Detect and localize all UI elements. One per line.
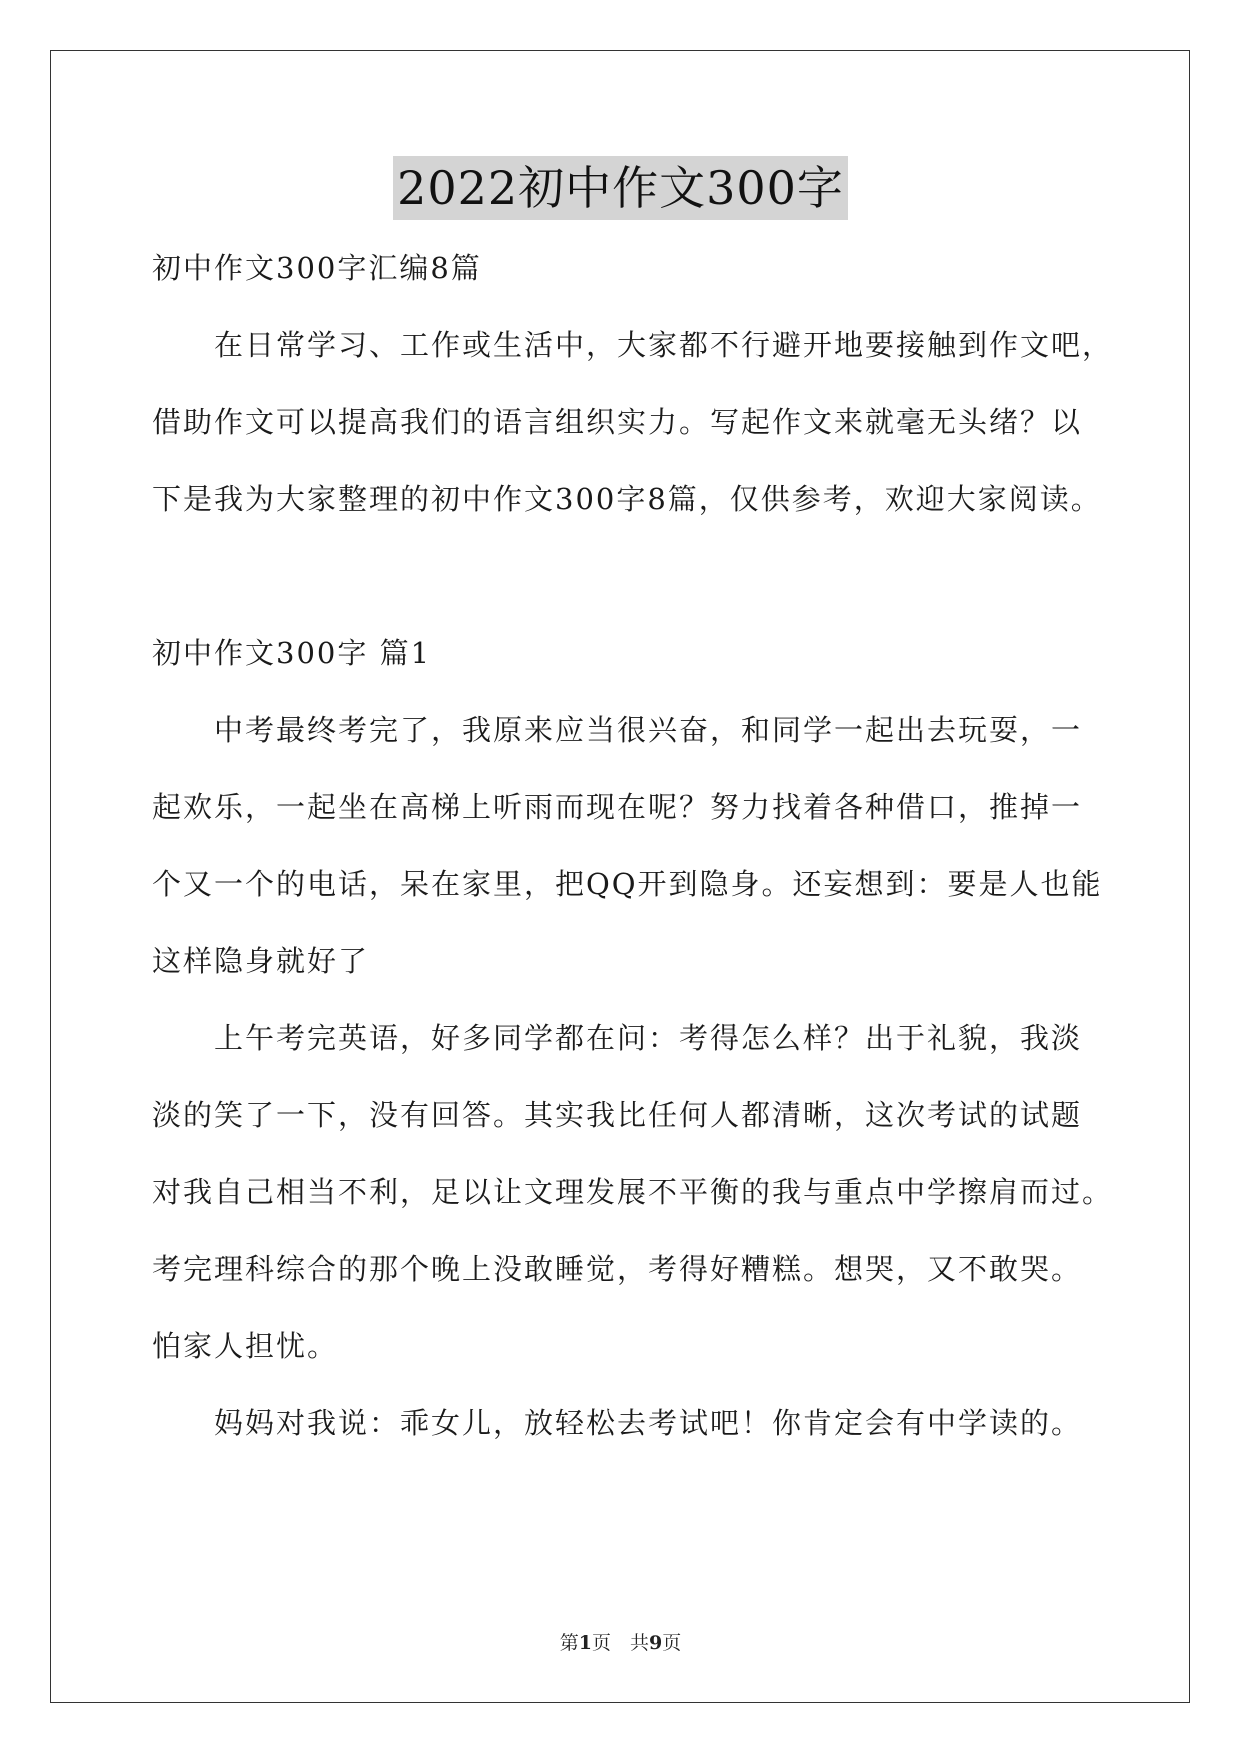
body-line: 淡的笑了一下，没有回答。其实我比任何人都清晰，这次考试的试题	[152, 1098, 1083, 1132]
body-line: 起欢乐，一起坐在高梯上听雨而现在呢？努力找着各种借口，推掉一	[152, 790, 1083, 824]
footer-suffix: 页	[662, 1632, 682, 1654]
body-line: 妈妈对我说：乖女儿，放轻松去考试吧！你肯定会有中学读的。	[152, 1406, 1083, 1440]
page-footer	[0, 1628, 1241, 1655]
total-pages-number: 9	[649, 1632, 663, 1654]
document-body	[152, 230, 1122, 1462]
blank-line	[152, 538, 1122, 615]
title-wrapper	[0, 156, 1241, 220]
section-heading: 初中作文300字 篇1	[152, 636, 432, 670]
body-line: 对我自己相当不利，足以让文理发展不平衡的我与重点中学擦肩而过。	[152, 1175, 1114, 1209]
document-title: 2022初中作文300字	[393, 156, 848, 220]
body-line: 怕家人担忧。	[152, 1329, 339, 1363]
body-line: 考完理科综合的那个晚上没敢睡觉，考得好糟糕。想哭，又不敢哭。	[152, 1252, 1083, 1286]
footer-prefix: 第	[559, 1632, 579, 1654]
intro-line: 下是我为大家整理的初中作文300字8篇，仅供参考，欢迎大家阅读。	[152, 482, 1102, 516]
footer-middle: 页 共	[591, 1632, 649, 1654]
current-page-number: 1	[578, 1632, 592, 1654]
body-line: 个又一个的电话，呆在家里，把QQ开到隐身。还妄想到：要是人也能	[152, 867, 1103, 901]
document-subtitle: 初中作文300字汇编8篇	[152, 251, 482, 285]
intro-line: 在日常学习、工作或生活中，大家都不行避开地要接触到作文吧，	[152, 328, 1114, 362]
body-line: 这样隐身就好了	[152, 944, 370, 978]
body-line: 上午考完英语，好多同学都在问：考得怎么样？出于礼貌，我淡	[152, 1021, 1083, 1055]
body-line: 中考最终考完了，我原来应当很兴奋，和同学一起出去玩耍，一	[152, 713, 1083, 747]
intro-line: 借助作文可以提高我们的语言组织实力。写起作文来就毫无头绪？以	[152, 405, 1083, 439]
